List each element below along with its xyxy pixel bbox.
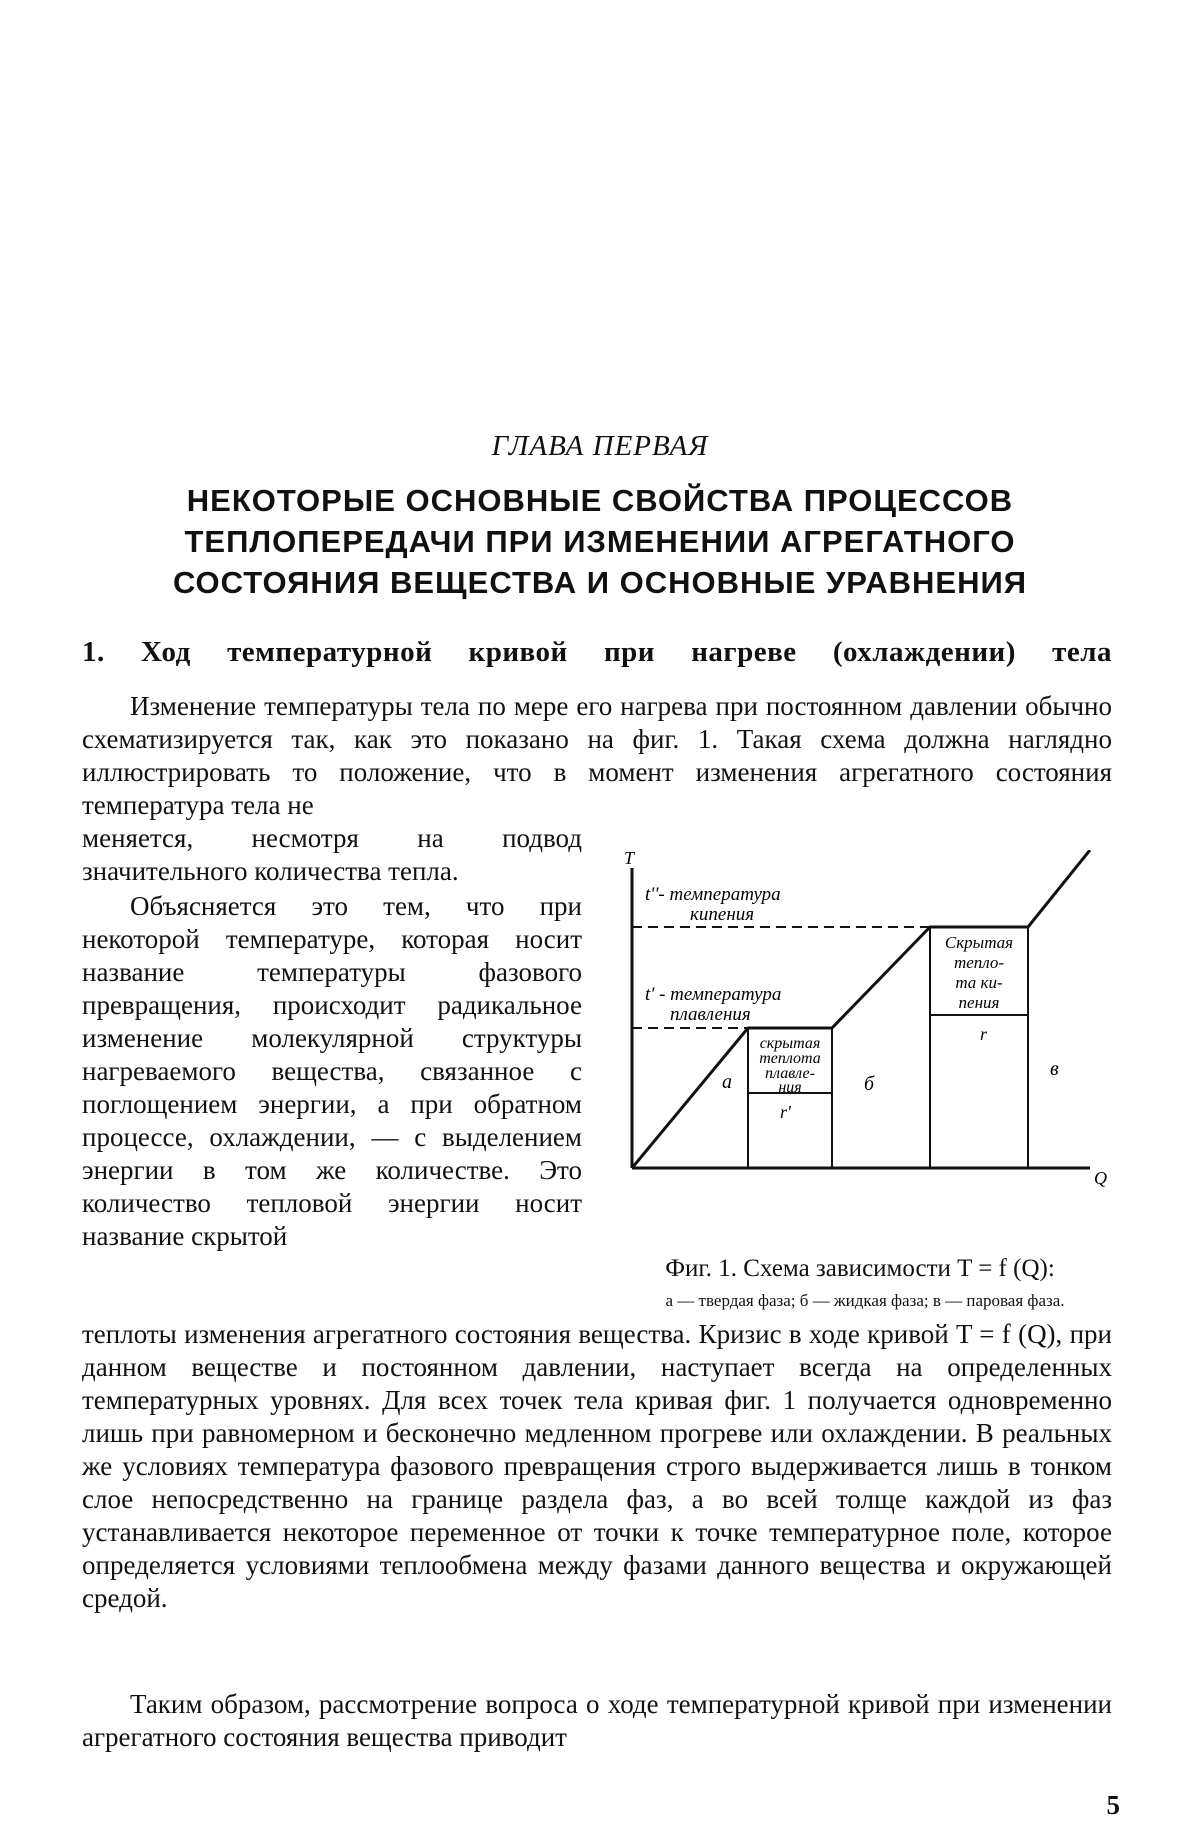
paragraph-3: Таким образом, рассмотрение вопроса о ходе температурной кривой при изменении агрегатного состояния вещества приводит (82, 1689, 1112, 1752)
page-number: 5 (1106, 1790, 1120, 1820)
section-title: 1. Ход температурной кривой при нагреве (охлаждении) тела (82, 636, 1112, 668)
melting-label-1: t' - температура (645, 984, 782, 1005)
latent-boil-text-4: пения (958, 993, 1000, 1012)
latent-melt-text-3: плавле- (765, 1065, 815, 1082)
latent-melt-text-2: теплота (759, 1050, 821, 1067)
figure-legend: а — твердая фаза; б — жидкая фаза; в — паровая фаза. (665, 1291, 1065, 1310)
x-axis-label: Q (1094, 1168, 1107, 1188)
r-label: r (980, 1024, 988, 1044)
latent-melt-text-4: ния (778, 1079, 802, 1096)
paragraph-1: Изменение температуры тела по мере его нагрева при постоянном давлении обычно схематизируется так, как это показано на фиг. 1. Такая схема должна наглядно иллюстрировать то положение, что в момент изменения агрегатного состояния температура тела не (82, 691, 1112, 820)
figure-caption: Фиг. 1. Схема зависимости T = f (Q): (665, 1255, 1055, 1282)
paragraph-2-column: Объясняется это тем, что при некоторой температуре, которая носит название температуры фазового превращения, происходит радикальное изменение молекулярной структуры нагреваемого вещества, связанное с поглощением энергии, а при обратном процессе, охлаждении, — с выделением энергии в том же количестве. Это количество тепловой энергии носит название скрытой (82, 891, 582, 1251)
chapter-label: ГЛАВА ПЕРВАЯ (491, 430, 709, 462)
phase-diagram (610, 850, 1110, 1260)
boiling-label-1: t''- температура (645, 884, 781, 905)
latent-melt-text-1: скрытая (759, 1035, 821, 1052)
phase-v-label: в (1050, 1058, 1059, 1080)
y-axis-label: T (624, 850, 635, 868)
boiling-label-2: кипения (690, 904, 755, 925)
r-prime-label: r' (780, 1102, 791, 1122)
paragraph-2-full: теплоты изменения агрегатного состояния вещества. Кризис в ходе кривой T = f (Q), при данном веществе и постоянном давлении, наступает всегда на определенных температурных уровнях. Для всех точек тела кривая фиг. 1 получается одновременно лишь при равномерном и бесконечно медленном прогреве или охлаждении. В реальных же условиях температура фазового превращения строго выдерживается лишь в тонком слое непосредственно на границе раздела фаз, а во всей толще каждой из фаз устанавливается некоторое переменное от точки к точке температурное поле, которое определяется условиями теплообмена между фазами данного вещества и окружающей средой. (82, 1319, 1112, 1613)
melting-label-2: плавления (670, 1004, 751, 1025)
chapter-title: НЕКОТОРЫЕ ОСНОВНЫЕ СВОЙСТВА ПРОЦЕССОВ ТЕПЛОПЕРЕДАЧИ ПРИ ИЗМЕНЕНИИ АГРЕГАТНОГО СОСТОЯНИЯ ВЕЩЕСТВА И ОСНОВНЫЕ УРАВНЕНИЯ (172, 483, 1028, 600)
phase-b-label: б (864, 1073, 875, 1095)
paragraph-1-continued: меняется, несмотря на подвод значительного количества тепла. (82, 823, 582, 886)
latent-boil-text-3: та ки- (955, 973, 1003, 992)
latent-boil-text-2: тепло- (953, 953, 1005, 972)
figure-1 (610, 850, 1110, 1260)
latent-boil-text-1: Скрытая (944, 933, 1014, 952)
phase-a-label: а (722, 1071, 732, 1093)
